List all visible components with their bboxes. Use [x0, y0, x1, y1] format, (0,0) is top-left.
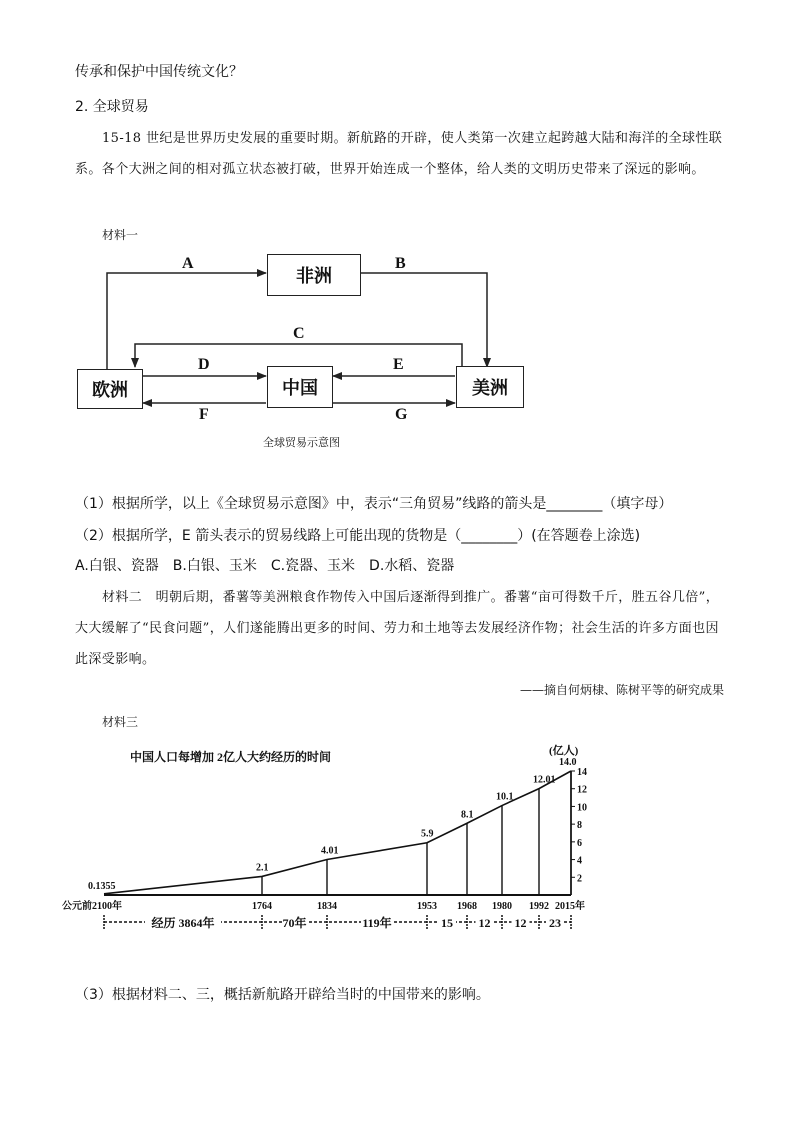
question-1: （1）根据所学，以上《全球贸易示意图》中，表示“三角贸易”线路的箭头是________（填字母） — [75, 496, 673, 512]
chart-x-tick-label: 2015年 — [555, 901, 585, 912]
chart-duration-label: 经历 3864年 — [151, 916, 215, 930]
node-europe: 欧洲 — [77, 369, 143, 409]
chart-value-label: 0.1355 — [88, 880, 116, 892]
material2-text: 材料二 明朝后期，番薯等美洲粮食作物传入中国后逐渐得到推广。番薯“亩可得数千斤，胜五谷几倍”，大大缓解了“民食问题”，人们遂能腾出更多的时间、劳力和土地等去发展经济作物；社会生活的许多方面也因此深受影响。 — [75, 590, 720, 667]
material2-source: ——摘自何炳棣、陈树平等的研究成果 — [519, 683, 724, 697]
arrow-a — [107, 273, 266, 369]
label-f: F — [199, 406, 209, 423]
node-china: 中国 — [267, 366, 333, 408]
chart-y-tick-label: 8 — [577, 820, 582, 832]
chart-y-tick-label: 12 — [577, 784, 587, 796]
node-america: 美洲 — [456, 366, 524, 408]
arrow-c — [135, 344, 462, 369]
chart-duration-label: 15 — [441, 916, 453, 930]
label-g: G — [395, 406, 408, 423]
chart-series-line — [104, 771, 571, 894]
chart-y-tick-label: 6 — [577, 837, 582, 849]
chart-x-tick-label: 公元前2100年 — [62, 901, 122, 912]
node-africa: 非洲 — [267, 254, 361, 296]
chart-y-tick-label: 2 — [577, 873, 582, 885]
chart-x-tick-label: 1834 — [317, 901, 337, 912]
chart-duration-label: 12 — [514, 916, 527, 930]
chart-y-tick-label: 14 — [577, 767, 587, 778]
chart-x-tick-label: 1764 — [252, 901, 272, 912]
chart-value-label: 2.1 — [256, 862, 269, 874]
chart-value-label: 4.01 — [321, 845, 339, 857]
chart-x-tick-label: 1980 — [492, 901, 512, 912]
label-d: D — [198, 356, 210, 373]
chart-value-label: 5.9 — [421, 828, 434, 840]
label-b: B — [395, 255, 406, 272]
chart-x-tick-label: 1968 — [457, 901, 477, 912]
chart-value-label: 10.1 — [496, 791, 514, 803]
chart-unit-label: (亿人) — [549, 745, 579, 757]
chart-duration-label: 23 — [549, 916, 561, 930]
chart-duration-label: 119年 — [362, 916, 392, 930]
arrow-b — [361, 273, 487, 367]
chart-duration-label: 12 — [478, 916, 491, 930]
label-c: C — [293, 325, 305, 342]
material1-label: 材料一 — [102, 228, 139, 242]
chart-value-label: 14.0 — [559, 757, 577, 768]
chart-y-tick-label: 4 — [577, 855, 582, 867]
chart-duration-label: 70年 — [282, 916, 307, 930]
question-3: （3）根据材料二、三，概括新航路开辟给当时的中国带来的影响。 — [75, 987, 490, 1003]
chart-value-label: 8.1 — [461, 809, 474, 821]
chart-x-tick-label: 1953 — [417, 901, 437, 912]
chart-y-tick-label: 10 — [577, 802, 587, 814]
chart-value-label: 12.01 — [533, 774, 556, 786]
section-title: 2. 全球贸易 — [75, 99, 149, 115]
label-a: A — [182, 255, 194, 272]
intro-line: 传承和保护中国传统文化？ — [75, 64, 243, 80]
label-e: E — [393, 356, 404, 373]
material3-label: 材料三 — [102, 715, 139, 729]
intro-paragraph: 15-18 世纪是世界历史发展的重要时期。新航路的开辟，使人类第一次建立起跨越大陆和海洋的全球性联系。各个大洲之间的相对孤立状态被打破，世界开始连成一个整体，给人类的文明历史带来了深远的影响。 — [75, 131, 723, 177]
chart-title: 中国人口每增加 2亿人大约经历的时间 — [130, 750, 332, 764]
population-chart — [0, 730, 794, 945]
question-2-options: A.白银、瓷器 B.白银、玉米 C.瓷器、玉米 D.水稻、瓷器 — [75, 558, 455, 574]
diagram-caption: 全球贸易示意图 — [263, 436, 340, 449]
question-2: （2）根据所学，E 箭头表示的贸易线路上可能出现的货物是（________）(在答题卷上涂选) — [75, 528, 641, 544]
chart-x-tick-label: 1992 — [529, 901, 549, 912]
